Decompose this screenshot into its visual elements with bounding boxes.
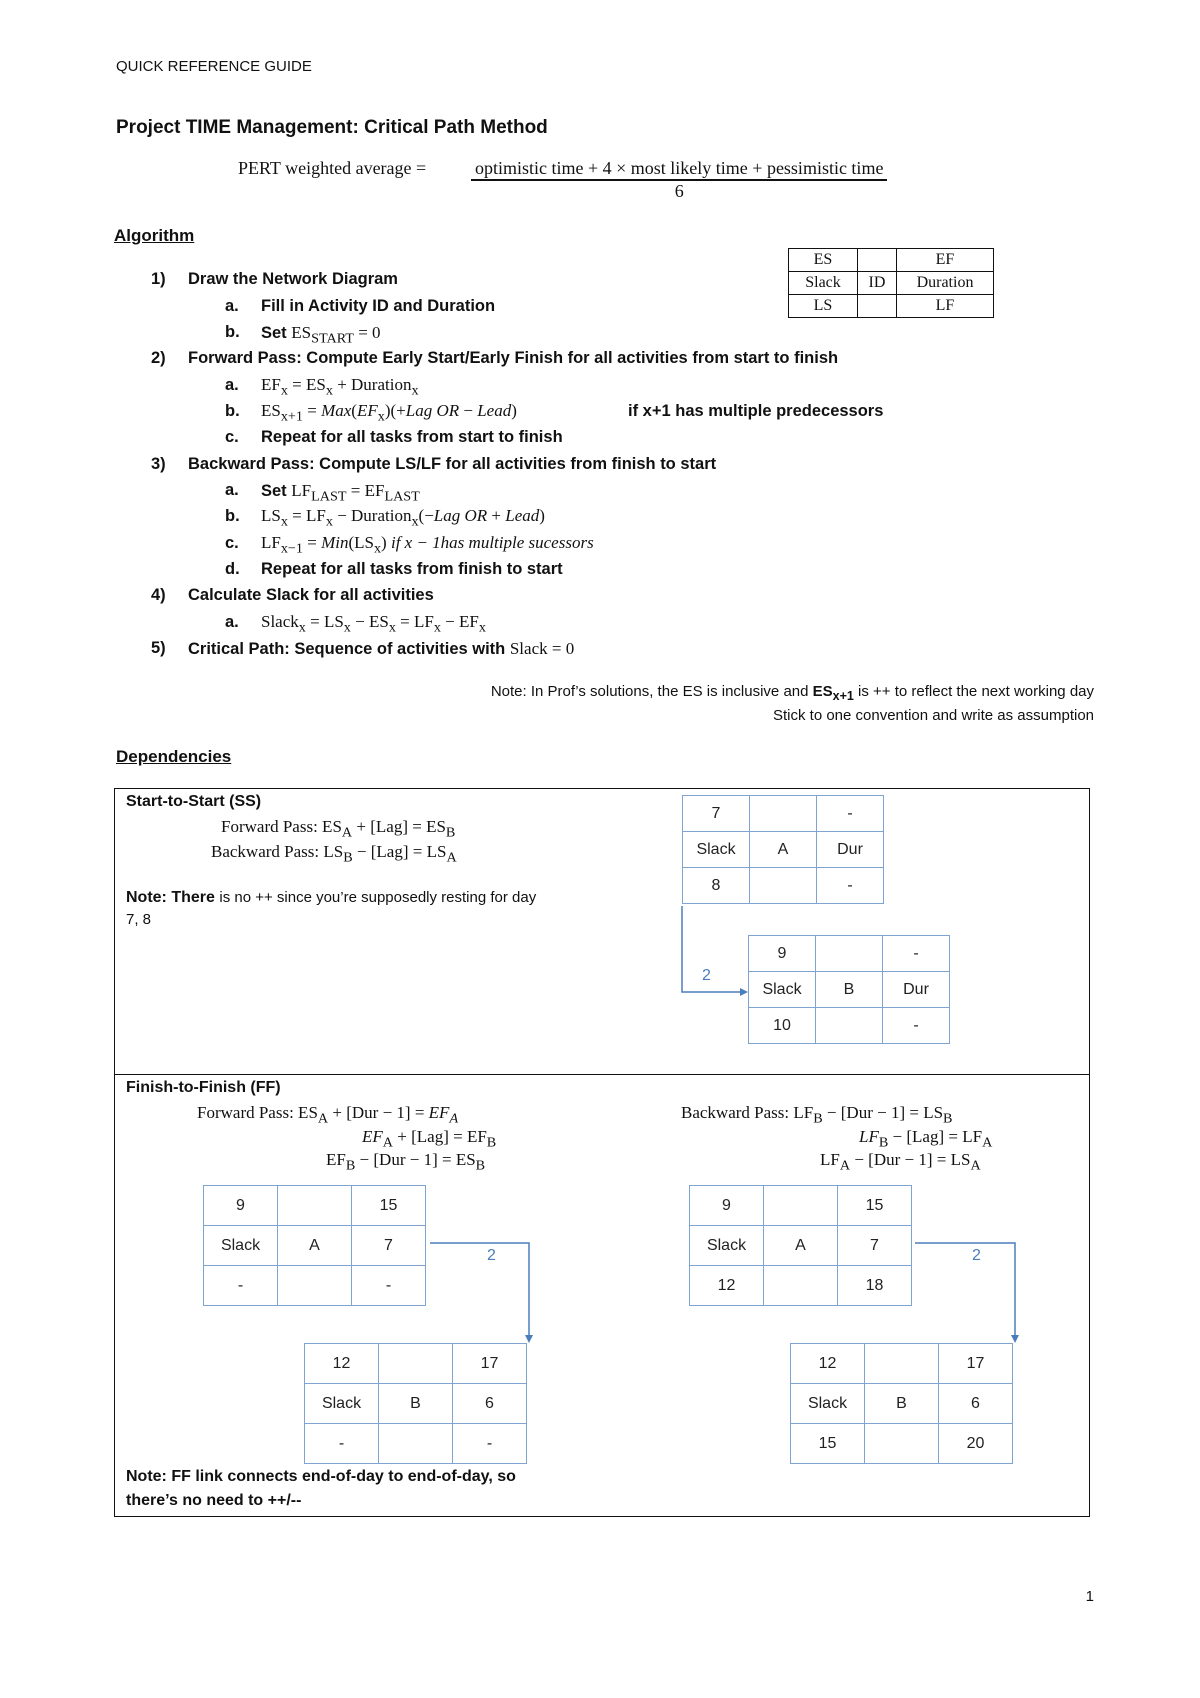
legend-cell: Slack	[789, 272, 858, 295]
ff-backward-1: Backward Pass: $LF_B - [Dur - 1] = LS_B$	[681, 1103, 953, 1127]
substep-math: $ES_{START} = 0$	[291, 323, 381, 347]
step-num: 4)	[151, 586, 166, 604]
substep-text	[261, 323, 381, 347]
substep-num: c.	[225, 428, 239, 446]
grid-cell: Dur	[817, 832, 884, 868]
grid-cell: 17	[453, 1344, 527, 1384]
legend-cell: LS	[789, 295, 858, 318]
step-text: Backward Pass: Compute LS/LF for all activities from finish to start	[188, 455, 717, 473]
substep-math: $EF_x = ES_x$ + Duration$_x$	[261, 375, 419, 399]
grid-cell: Slack	[690, 1226, 764, 1266]
grid-cell: A	[750, 832, 817, 868]
grid-cell: 9	[749, 936, 816, 972]
legend-cell	[858, 249, 897, 272]
page-number: 1	[1085, 1588, 1094, 1605]
convention-note: Note: In Prof’s solutions, the ES is inclusive and $ES_{x+1}$ is ++ to reflect the next working day	[490, 683, 1094, 703]
grid-cell: B	[379, 1384, 453, 1424]
grid-cell: 17	[939, 1344, 1013, 1384]
grid-cell: -	[204, 1266, 278, 1306]
substep-num: b.	[225, 323, 240, 341]
ff-forward-1: Forward Pass: $ES_A + [Dur - 1] = EF_A$	[197, 1103, 459, 1127]
grid-cell: 12	[690, 1266, 764, 1306]
step-text: Draw the Network Diagram	[188, 270, 398, 288]
grid-cell: 9	[690, 1186, 764, 1226]
grid-cell: B	[816, 972, 883, 1008]
substep-math: $LS_x = LF_x$ − Duration$_x$(−Lag OR + Lead)	[261, 506, 545, 530]
substep-num: a.	[225, 376, 239, 394]
ff-forward-3: $EF_B - [Dur - 1] = ES_B$	[326, 1150, 486, 1174]
substep-text: Repeat for all tasks from start to finish	[261, 428, 563, 446]
assumption-note: Stick to one convention and write as assumption	[772, 707, 1094, 724]
substep-num: c.	[225, 534, 239, 552]
grid-cell: -	[453, 1424, 527, 1464]
grid-cell: A	[764, 1226, 838, 1266]
page-title: Project TIME Management: Critical Path Method	[116, 117, 548, 138]
substep-math: $ES_{x+1} = Max(EF_x)(+Lag$ OR − Lead)	[261, 401, 517, 425]
ss-note-bold: Note: There	[126, 889, 215, 906]
ff-note-line1: Note: FF link connects end-of-day to end-of-day, so	[126, 1468, 516, 1485]
substep-math: Slack$_x$ = $LS_x - ES_x = LF_x - EF_x$	[261, 612, 486, 636]
ss-forward-pass: Forward Pass: $ES_A + [Lag] = ES_B$	[221, 817, 456, 841]
ff-forward-2: $EF_A + [Lag] = EF_B$	[362, 1127, 497, 1151]
legend-cell: LF	[897, 295, 994, 318]
ss-title: Start-to-Start (SS)	[126, 793, 262, 810]
grid-cell: Slack	[204, 1226, 278, 1266]
pert-fraction	[471, 158, 887, 202]
substep-math: $LF_{x-1} = Min(LS_x)$ if x − 1has multiple sucessors	[261, 533, 594, 557]
substep-text: if x+1 has multiple predecessors	[628, 402, 884, 420]
ff-link-arrows	[115, 1075, 1089, 1515]
pert-formula	[238, 158, 884, 201]
pert-denominator: 6	[674, 181, 684, 201]
grid-cell: 7	[838, 1226, 912, 1266]
pert-lhs: PERT weighted average =	[238, 158, 427, 178]
grid-cell: 6	[939, 1384, 1013, 1424]
substep-num: a.	[225, 481, 239, 499]
substep-num: b.	[225, 402, 240, 420]
page-header: QUICK REFERENCE GUIDE	[116, 58, 312, 75]
grid-cell: -	[883, 936, 950, 972]
ss-note-line2: 7, 8	[126, 911, 152, 928]
ff-backward-3: $LF_A - [Dur - 1] = LS_A$	[820, 1150, 981, 1174]
grid-cell: Slack	[683, 832, 750, 868]
grid-cell: 12	[791, 1344, 865, 1384]
substep-text: Fill in Activity ID and Duration	[261, 297, 496, 315]
step-text: Forward Pass: Compute Early Start/Early Finish for all activities from start to finish	[188, 349, 839, 367]
grid-cell: 9	[204, 1186, 278, 1226]
substep-label: Set	[261, 482, 292, 500]
grid-cell: -	[305, 1424, 379, 1464]
ff-backward-2: $LF_B - [Lag] = LF_A$	[859, 1127, 993, 1151]
ss-section	[114, 788, 1090, 1075]
legend-cell	[858, 295, 897, 318]
ff-left-lag-label: 2	[487, 1247, 496, 1264]
grid-cell: 15	[352, 1186, 426, 1226]
grid-cell: Slack	[791, 1384, 865, 1424]
grid-cell: 7	[683, 796, 750, 832]
grid-cell: 10	[749, 1008, 816, 1044]
grid-cell: 15	[791, 1424, 865, 1464]
substep-num: a.	[225, 297, 239, 315]
legend-cell: EF	[897, 249, 994, 272]
ss-lag-label: 2	[702, 967, 711, 984]
legend-cell: ID	[858, 272, 897, 295]
step-num: 3)	[151, 455, 166, 473]
step-math: Slack = 0	[509, 639, 575, 658]
grid-cell: -	[817, 868, 884, 904]
legend-cell: Duration	[897, 272, 994, 295]
step-num: 5)	[151, 639, 166, 657]
substep-text	[261, 481, 420, 505]
step-text: Calculate Slack for all activities	[188, 586, 434, 604]
grid-cell: 8	[683, 868, 750, 904]
grid-cell: 12	[305, 1344, 379, 1384]
substep-math: $LF_{LAST} = EF_{LAST}$	[291, 481, 420, 505]
substep-num: d.	[225, 560, 240, 578]
substep-text: Repeat for all tasks from finish to start	[261, 560, 563, 578]
substep-num: a.	[225, 613, 239, 631]
grid-cell: Slack	[305, 1384, 379, 1424]
grid-cell: Dur	[883, 972, 950, 1008]
ff-title: Finish-to-Finish (FF)	[126, 1079, 281, 1096]
grid-cell: Slack	[749, 972, 816, 1008]
ff-right-lag-label: 2	[972, 1247, 981, 1264]
grid-cell: A	[278, 1226, 352, 1266]
ss-note-rest: is no ++ since you’re supposedly resting for day	[219, 889, 537, 906]
ff-note-line2: there’s no need to ++/--	[126, 1492, 302, 1509]
ff-section	[114, 1074, 1090, 1517]
step-num: 1)	[151, 270, 166, 288]
grid-cell: 6	[453, 1384, 527, 1424]
ss-backward-pass: Backward Pass: $LS_B - [Lag] = LS_A$	[211, 842, 457, 866]
substep-num: b.	[225, 507, 240, 525]
grid-cell: B	[865, 1384, 939, 1424]
grid-cell: -	[352, 1266, 426, 1306]
step-label: Critical Path: Sequence of activities with	[188, 640, 510, 658]
pert-numerator: optimistic time + 4 × most likely time + pessimistic time	[471, 158, 887, 181]
grid-cell: -	[817, 796, 884, 832]
grid-cell: -	[883, 1008, 950, 1044]
substep-label: Set	[261, 324, 292, 342]
step-text	[188, 639, 574, 659]
grid-cell: 7	[352, 1226, 426, 1266]
legend-table	[788, 248, 994, 318]
grid-cell: 18	[838, 1266, 912, 1306]
dependencies-title: Dependencies	[116, 747, 232, 766]
grid-cell: 20	[939, 1424, 1013, 1464]
legend-cell: ES	[789, 249, 858, 272]
algorithm-title: Algorithm	[114, 226, 195, 245]
grid-cell: 15	[838, 1186, 912, 1226]
step-num: 2)	[151, 349, 166, 367]
ss-link-arrow	[115, 789, 1089, 1073]
